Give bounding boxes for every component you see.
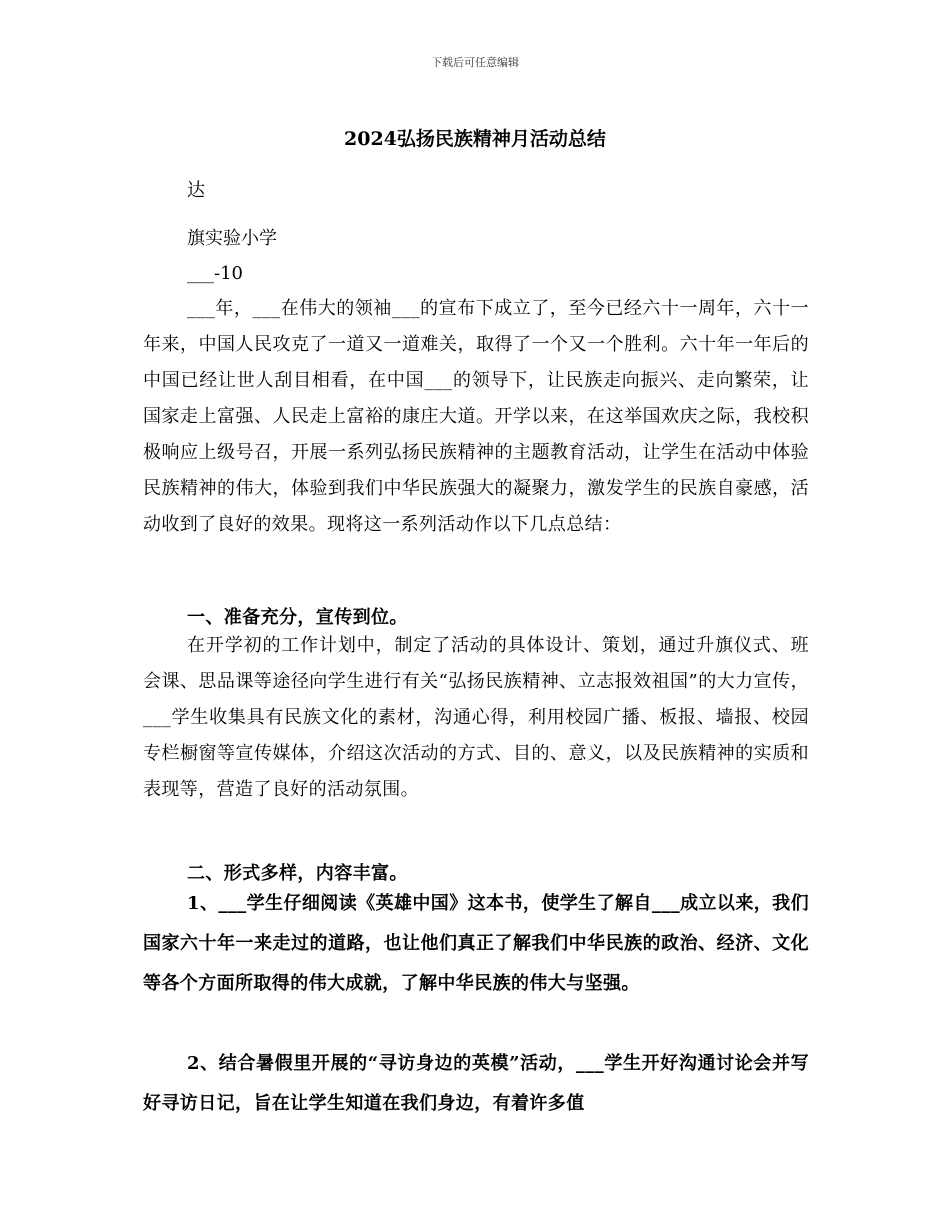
section-2-item-2: 2、结合暑假里开展的“寻访身边的英模”活动，___学生开好沟通讨论会并写好寻访日记，旨在让学生知道在我们身边，有着许多值 [143, 1053, 809, 1114]
intro-paragraph: ___年，___在伟大的领袖___的宣布下成立了，至今已经六十一周年，六十一年来，中国人民攻克了一道又一道难关，取得了一个又一个胜利。六十年一年后的中国已经让世人刮目相看，在中国___的领导下，让民族走向振兴、走向繁荣，让国家走上富强、人民走上富裕的康庄大道。开学以来，在这举国欢庆之际，我校积极响应上级号召，开展一系列弘扬民族精神的主题教育活动，让学生在活动中体验民族精神的伟大，体验到我们中华民族强大的凝聚力，激发学生的民族自豪感，活动收到了良好的效果。现将这一系列活动作以下几点总结： [143, 298, 809, 535]
section-2-heading: 二、形式多样，内容丰富。 [187, 863, 408, 884]
document-title: 2024弘扬民族精神月活动总结 [344, 128, 606, 150]
meta-line-2: 旗实验小学 [187, 228, 277, 249]
meta-line-1: 达 [187, 180, 205, 201]
section-1-heading: 一、准备充分，宣传到位。 [187, 607, 408, 628]
header-note: 下载后可任意编辑 [431, 56, 519, 69]
section-2-item-1: 1、___学生仔细阅读《英雄中国》这本书，使学生了解自___成立以来，我们国家六十年一来走过的道路，也让他们真正了解我们中华民族的政治、经济、文化等各个方面所取得的伟大成就，了解中华民族的伟大与坚强。 [143, 893, 809, 994]
meta-line-3: ___-10 [187, 263, 243, 284]
section-1-paragraph: 在开学初的工作计划中，制定了活动的具体设计、策划，通过升旗仪式、班会课、思品课等途径向学生进行有关“弘扬民族精神、立志报效祖国”的大力宣传，___学生收集具有民族文化的素材，沟通心得，利用校园广播、板报、墙报、校园专栏橱窗等宣传媒体，介绍这次活动的方式、目的、意义，以及民族精神的实质和表现等，营造了良好的活动氛围。 [143, 635, 809, 800]
